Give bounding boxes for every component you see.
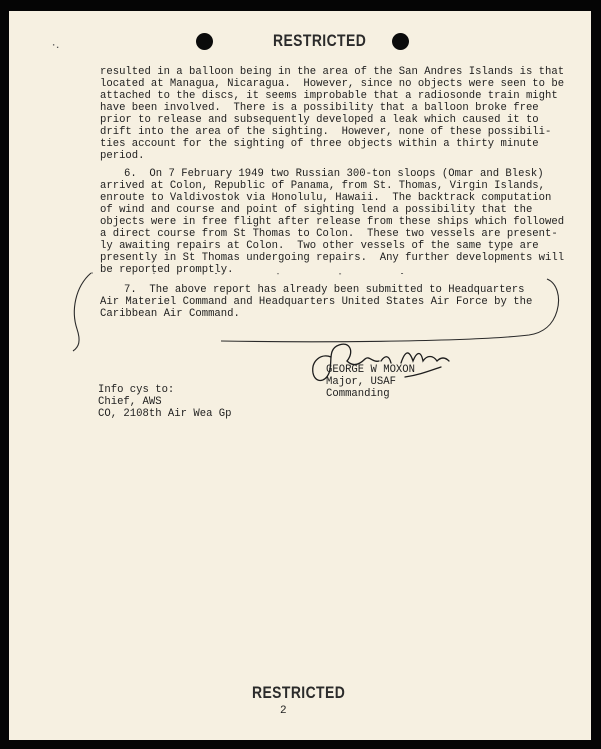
signer-name: GEORGE W MOXON <box>326 364 416 376</box>
text-line: period. <box>100 150 145 162</box>
text-line: have been involved. There is a possibility that a balloon broke free <box>100 102 539 114</box>
text-line: 6. On 7 February 1949 two Russian 300-ton sloops (Omar and Blesk) <box>124 168 544 180</box>
text-line: resulted in a balloon being in the area of the San Andres Islands is that <box>100 66 565 78</box>
text-line: be reported promptly. <box>100 264 234 276</box>
text-line: of wind and course and point of sighting lend a possibility that the <box>100 204 533 216</box>
signer-rank: Major, USAF <box>326 376 396 388</box>
text-line: a direct course from St Thomas to Colon. These two vessels are present- <box>100 228 558 240</box>
footer-restricted-stamp: RESTRICTED <box>252 683 346 702</box>
margin-specks: ⠈⠂ <box>49 44 63 54</box>
text-line: Caribbean Air Command. <box>100 308 240 320</box>
signer-title: Commanding <box>326 388 390 400</box>
text-line: presently in St Thomas undergoing repairs. Any further developments will <box>100 252 565 264</box>
text-line: ties account for the sighting of three objects within a thirty minute <box>100 138 539 150</box>
text-line: located at Managua, Nicaragua. However, since no objects were seen to be <box>100 78 565 90</box>
bracket-mark-right <box>221 279 559 342</box>
distribution-recipient: CO, 2108th Air Wea Gp <box>98 408 232 420</box>
distribution-recipient: Chief, AWS <box>98 396 162 408</box>
text-line: objects were in free flight after release from these ships which followed <box>100 216 565 228</box>
text-line: attached to the discs, it seems improbable that a radiosonde train might <box>100 90 558 102</box>
text-line: prior to release and subsequently developed a leak which caused it to <box>100 114 539 126</box>
document-page <box>9 11 591 740</box>
text-line: ly awaiting repairs at Colon. Two other vessels of the same type are <box>100 240 539 252</box>
text-line: drift into the area of the sighting. However, none of these possibili- <box>100 126 552 138</box>
bracket-mark-left <box>73 273 91 351</box>
text-line: Air Materiel Command and Headquarters United States Air Force by the <box>100 296 533 308</box>
text-line: enroute to Valdivostok via Honolulu, Hawaii. The backtrack computation <box>100 192 552 204</box>
page-number: 2 <box>280 705 287 717</box>
distribution-heading: Info cys to: <box>98 384 175 396</box>
signature-block <box>326 364 526 404</box>
text-line: 7. The above report has already been submitted to Headquarters <box>124 284 525 296</box>
bracket-mark-top <box>91 273 439 274</box>
header-restricted-stamp: RESTRICTED <box>273 31 367 50</box>
distribution-list <box>98 384 348 424</box>
text-line: arrived at Colon, Republic of Panama, from St. Thomas, Virgin Islands, <box>100 180 546 192</box>
